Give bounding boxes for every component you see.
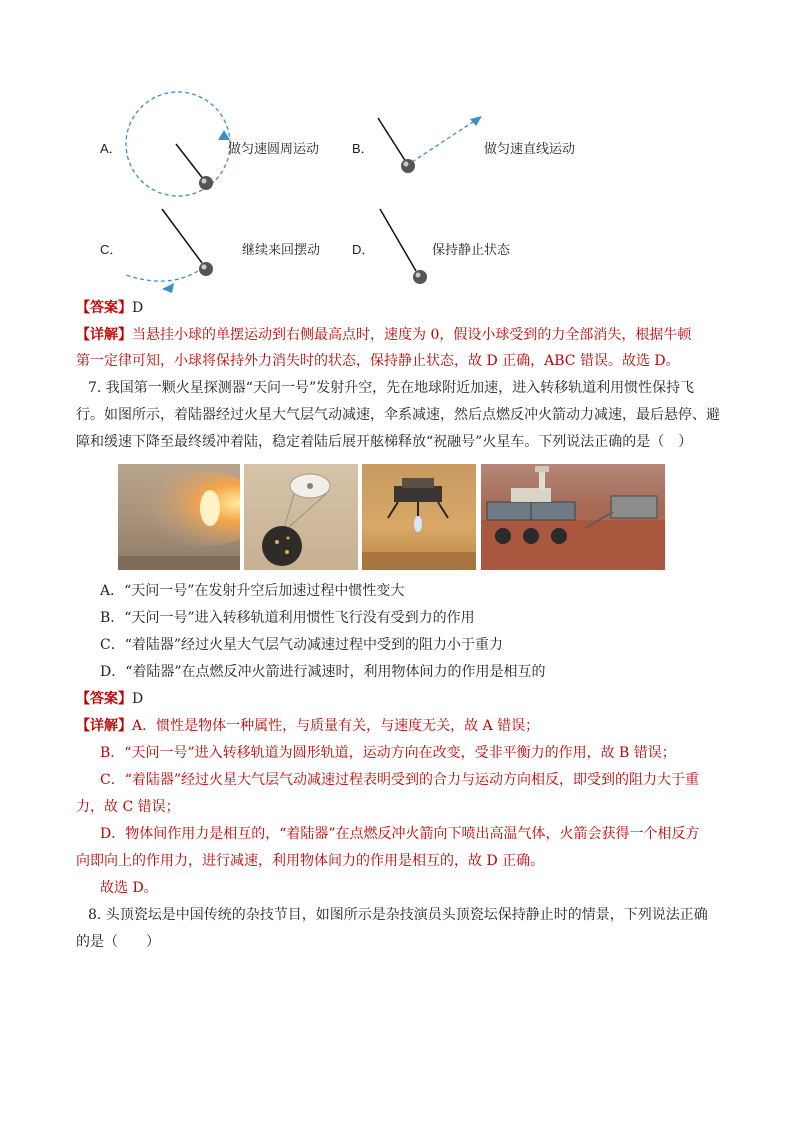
diagram-linear-motion: [370, 110, 490, 180]
explain-tag: 【详解】: [76, 327, 132, 343]
photo-mars-rover: [481, 464, 665, 570]
photo-atmospheric-entry: [118, 464, 240, 570]
option-caption-a: 做匀速圆周运动: [228, 142, 320, 157]
q7-option-a: A．“天问一号”在发射升空后加速过程中惯性变大: [100, 583, 405, 599]
q8-stem-line2: 的是（ ）: [76, 934, 160, 950]
option-caption-d: 保持静止状态: [432, 243, 511, 258]
q7-option-b: B．“天问一号”进入转移轨道利用惯性飞行没有受到力的作用: [100, 610, 475, 626]
option-letter-d: D．: [352, 242, 375, 257]
q8-stem-line1: 8. 头顶瓷坛是中国传统的杂技节目，如图所示是杂技演员头顶瓷坛保持静止时的情景，下列说法正确: [88, 907, 708, 923]
option-caption-c: 继续来回摆动: [242, 243, 321, 258]
q7-stem-line2: 行。如图所示，着陆器经过火星大气层气动减速，伞系减速，然后点燃反冲火箭动力减速，最后悬停、避: [76, 407, 720, 423]
q7-explain-c2: 力，故 C 错误；: [76, 799, 180, 815]
answer-value: D: [132, 691, 144, 707]
answer-value: D: [132, 300, 144, 316]
q6-explain-line2: 第一定律可知，小球将保持外力消失时的状态，保持静止状态，故 D 正确，ABC 错误。故选 D。: [76, 353, 680, 369]
q7-stem-line3: 障和缓速下降至最终缓冲着陆，稳定着陆后展开舷梯释放“祝融号”火星车。下列说法正确的是（ ）: [76, 434, 693, 450]
q7-explain-c1: C．“着陆器”经过火星大气层气动减速过程表明受到的合力与运动方向相反，即受到的阻力大于重: [100, 772, 700, 788]
option-letter-c: C．: [100, 242, 123, 257]
diagram-circular-motion: [118, 88, 238, 208]
diagram-swinging-motion: [118, 205, 228, 295]
q7-explain-d2: 向即向上的作用力，进行减速，利用物体间力的作用是相互的，故 D 正确。: [76, 853, 545, 869]
q7-explain-a: 【详解】A．惯性是物体一种属性，与质量有关，与速度无关，故 A 错误；: [76, 718, 540, 734]
q7-option-d: D．“着陆器”在点燃反冲火箭进行减速时，利用物体间力的作用是相互的: [100, 664, 546, 680]
q7-explain-d1: D．物体间作用力是相互的，“着陆器”在点燃反冲火箭向下喷出高温气体，火箭会获得一个相反方: [100, 826, 700, 842]
q7-conclusion: 故选 D。: [100, 880, 158, 896]
answer-tag: 【答案】: [76, 300, 132, 316]
explain-tag: 【详解】: [76, 718, 132, 734]
q7-answer: [76, 689, 143, 709]
q6-explain-line1: 【详解】当悬挂小球的单摆运动到右侧最高点时，速度为 0，假设小球受到的力全部消失，根据牛顿: [76, 327, 692, 343]
option-letter-b: B．: [352, 141, 374, 156]
q7-explain-b: B．“天问一号”进入转移轨道为圆形轨道，运动方向在改变，受非平衡力的作用，故 B 错误；: [100, 745, 676, 761]
option-caption-b: 做匀速直线运动: [484, 142, 576, 157]
photo-hover-landing: [362, 464, 476, 570]
q7-stem-line1: 7. 我国第一颗火星探测器“天问一号”发射升空，先在地球附近加速，进入转移轨道利用惯性保持飞: [88, 380, 695, 396]
photo-parachute-descent: [244, 464, 358, 570]
q6-answer: [76, 298, 143, 318]
option-letter-a: A．: [100, 141, 122, 156]
answer-tag: 【答案】: [76, 691, 132, 707]
q7-option-c: C．“着陆器”经过火星大气层气动减速过程中受到的阻力小于重力: [100, 637, 504, 653]
